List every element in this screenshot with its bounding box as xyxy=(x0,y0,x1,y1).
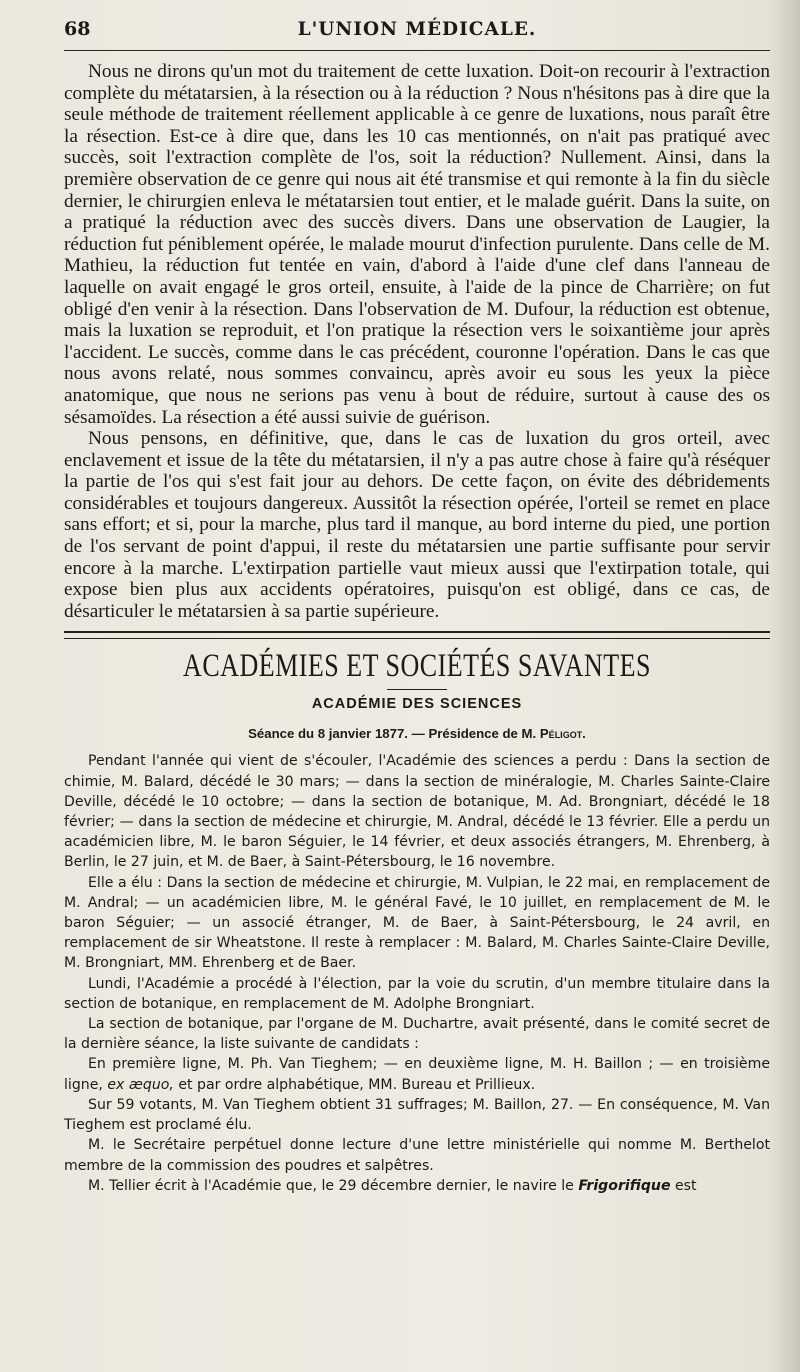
tellier-text-b: est xyxy=(674,1177,697,1194)
proceedings-body xyxy=(64,751,770,1195)
title-underline xyxy=(387,689,447,690)
tellier-letter xyxy=(64,1176,770,1196)
proceedings-paragraph-4: La section de botanique, par l'organe de M. Duchartre, avait présenté, dans le comité secret de la dernière séance, la liste suivante de candidats : xyxy=(64,1016,770,1053)
running-head xyxy=(64,18,770,51)
section-title: ACADÉMIES ET SOCIÉTÉS SAVANTES xyxy=(183,647,651,684)
meeting-president: Péligot. xyxy=(539,726,586,742)
candidates-ex-aequo: ex æquo, xyxy=(107,1076,174,1093)
journal-title: L'UNION MÉDICALE. xyxy=(297,19,537,40)
proceedings-paragraph-3: Lundi, l'Académie a procédé à l'élection, par la voie du scrutin, d'un membre titulaire dans la section de botanique, en remplacement de M. Adolphe Brongniart. xyxy=(64,975,770,1012)
meeting-line xyxy=(64,726,770,741)
ship-name: Frigorifique xyxy=(578,1177,671,1194)
proceedings-paragraph-1: Pendant l'année qui vient de s'écouler, l'Académie des sciences a perdu : Dans la section de chimie, M. Balard, décédé le 30 mars; — dans la section de minéralogie, M. Charles Sainte-Claire Deville, décédé le 10 octobre; — dans la section de botanique, M. Ad. Brongniart, décédé le 18 février; — dans la section de médecine et chirurgie, M. Andral, décédé le 13 février. Elle a perdu un académicien libre, M. le baron Séguier, le 14 février, et deux associés étrangers, M. Ehrenberg, à Berlin, le 27 juin, et M. de Baer, à Saint-Pétersbourg, le 16 novembre. xyxy=(64,753,770,871)
article-paragraph-2: Nous pensons, en définitive, que, dans le cas de luxation du gros orteil, avec enclavement et issue de la tête du métatarsien, il n'y a pas autre chose à faire qu'à réséquer la partie de l'os qui s'est fait jour au dehors. De cette façon, on évite des débridements considérables et toujours dangereux. Aussitôt la résection opérée, l'orteil se remet en place sans effort; et si, pour la marche, plus tard il manque, au bord interne du pied, une portion de l'os servant de point d'appui, il reste du métatarsien une partie suffisante pour servir encore à la marche. L'extirpation partielle vaut mieux aussi que l'extirpation totale, qui expose bien plus aux accidents opératoires, puisqu'on est obligé, dans ce cas, de désarticuler le métatarsien à sa partie supérieure. xyxy=(64,428,770,622)
article-body xyxy=(64,61,770,622)
meeting-prefix: Séance du 8 janvier 1877. — Présidence de M. xyxy=(248,726,537,742)
article-paragraph-1: Nous ne dirons qu'un mot du traitement de cette luxation. Doit-on recourir à l'extraction complète du métatarsien, à la résection ou à la réduction ? Nous n'hésitons pas à dire que la seule méthode de traitement réellement applicable à ce genre de luxations, nous paraît être la résection. Est-ce à dire que, dans les 10 cas mentionnés, on n'ait pas pratiqué avec succès, soit l'extraction complète de l'os, soit la réduction? Nullement. Ainsi, dans la première observation de ce genre qui nous ait été transmise et qui remonte à la fin du siècle dernier, le chirurgien enleva le métatarsien tout entier, et le malade guérit. Dans la suite, on a pratiqué la réduction avec des succès divers. Dans une observation de Laugier, la réduction fut péniblement opérée, le malade mourut d'infection purulente. Dans celle de M. Mathieu, la réduction fut tentée en vain, d'abord à l'aide d'une clef dans l'anneau de laquelle on avait engagé le gros orteil, ensuite, à l'aide de la pince de Charrière; on fut obligé d'en venir à la résection. Dans l'observation de M. Dufour, la réduction est obtenue, mais la luxation se reproduit, et l'on pratique la résection vers le soixantième jour après l'accident. Le succès, comme dans le cas précédent, couronne l'opération. Dans le cas que nous avons relaté, nous sommes convaincu, après avoir eu sous les yeux la pièce anatomique, que nous ne serions pas venu à bout de réduire, surtout à cause des os sésamoïdes. La résection a été aussi suivie de guérison. xyxy=(64,61,770,428)
proceedings-paragraph-2: Elle a élu : Dans la section de médecine et chirurgie, M. Vulpian, le 22 mai, en remplacement de M. Andral; — un académicien libre, M. le général Favé, le 10 juillet, en remplacement de M. le baron Séguier; — un associé étranger, M. de Baer, à Saint-Pétersbourg, le 24 avril, en remplacement de sir Wheatstone. Il reste à remplacer : M. Balard, M. Charles Sainte-Claire Deville, M. Brongniart, MM. Ehrenberg et de Baer. xyxy=(64,874,770,972)
page-number: 68 xyxy=(64,18,91,40)
subsection-title: ACADÉMIE DES SCIENCES xyxy=(311,696,523,713)
vote-result: Sur 59 votants, M. Van Tieghem obtient 31 suffrages; M. Baillon, 27. — En conséquence, M. Van Tieghem est proclamé élu. xyxy=(64,1096,770,1134)
candidates-list xyxy=(64,1054,770,1094)
candidates-text-b: et par ordre alphabétique, MM. Bureau et Prillieux. xyxy=(178,1076,536,1093)
candidates-text-a: En première ligne, M. Ph. Van Tieghem; — en deuxième ligne, M. H. Baillon ; — en troisième ligne, xyxy=(64,1056,770,1093)
tellier-text-a: M. Tellier écrit à l'Académie que, le 29 décembre dernier, le navire le xyxy=(88,1177,574,1194)
ministerial-letter: M. le Secrétaire perpétuel donne lecture d'une lettre ministérielle qui nomme M. Berthelot membre de la commission des poudres et salpêtres. xyxy=(64,1137,770,1174)
section-divider xyxy=(64,631,770,639)
